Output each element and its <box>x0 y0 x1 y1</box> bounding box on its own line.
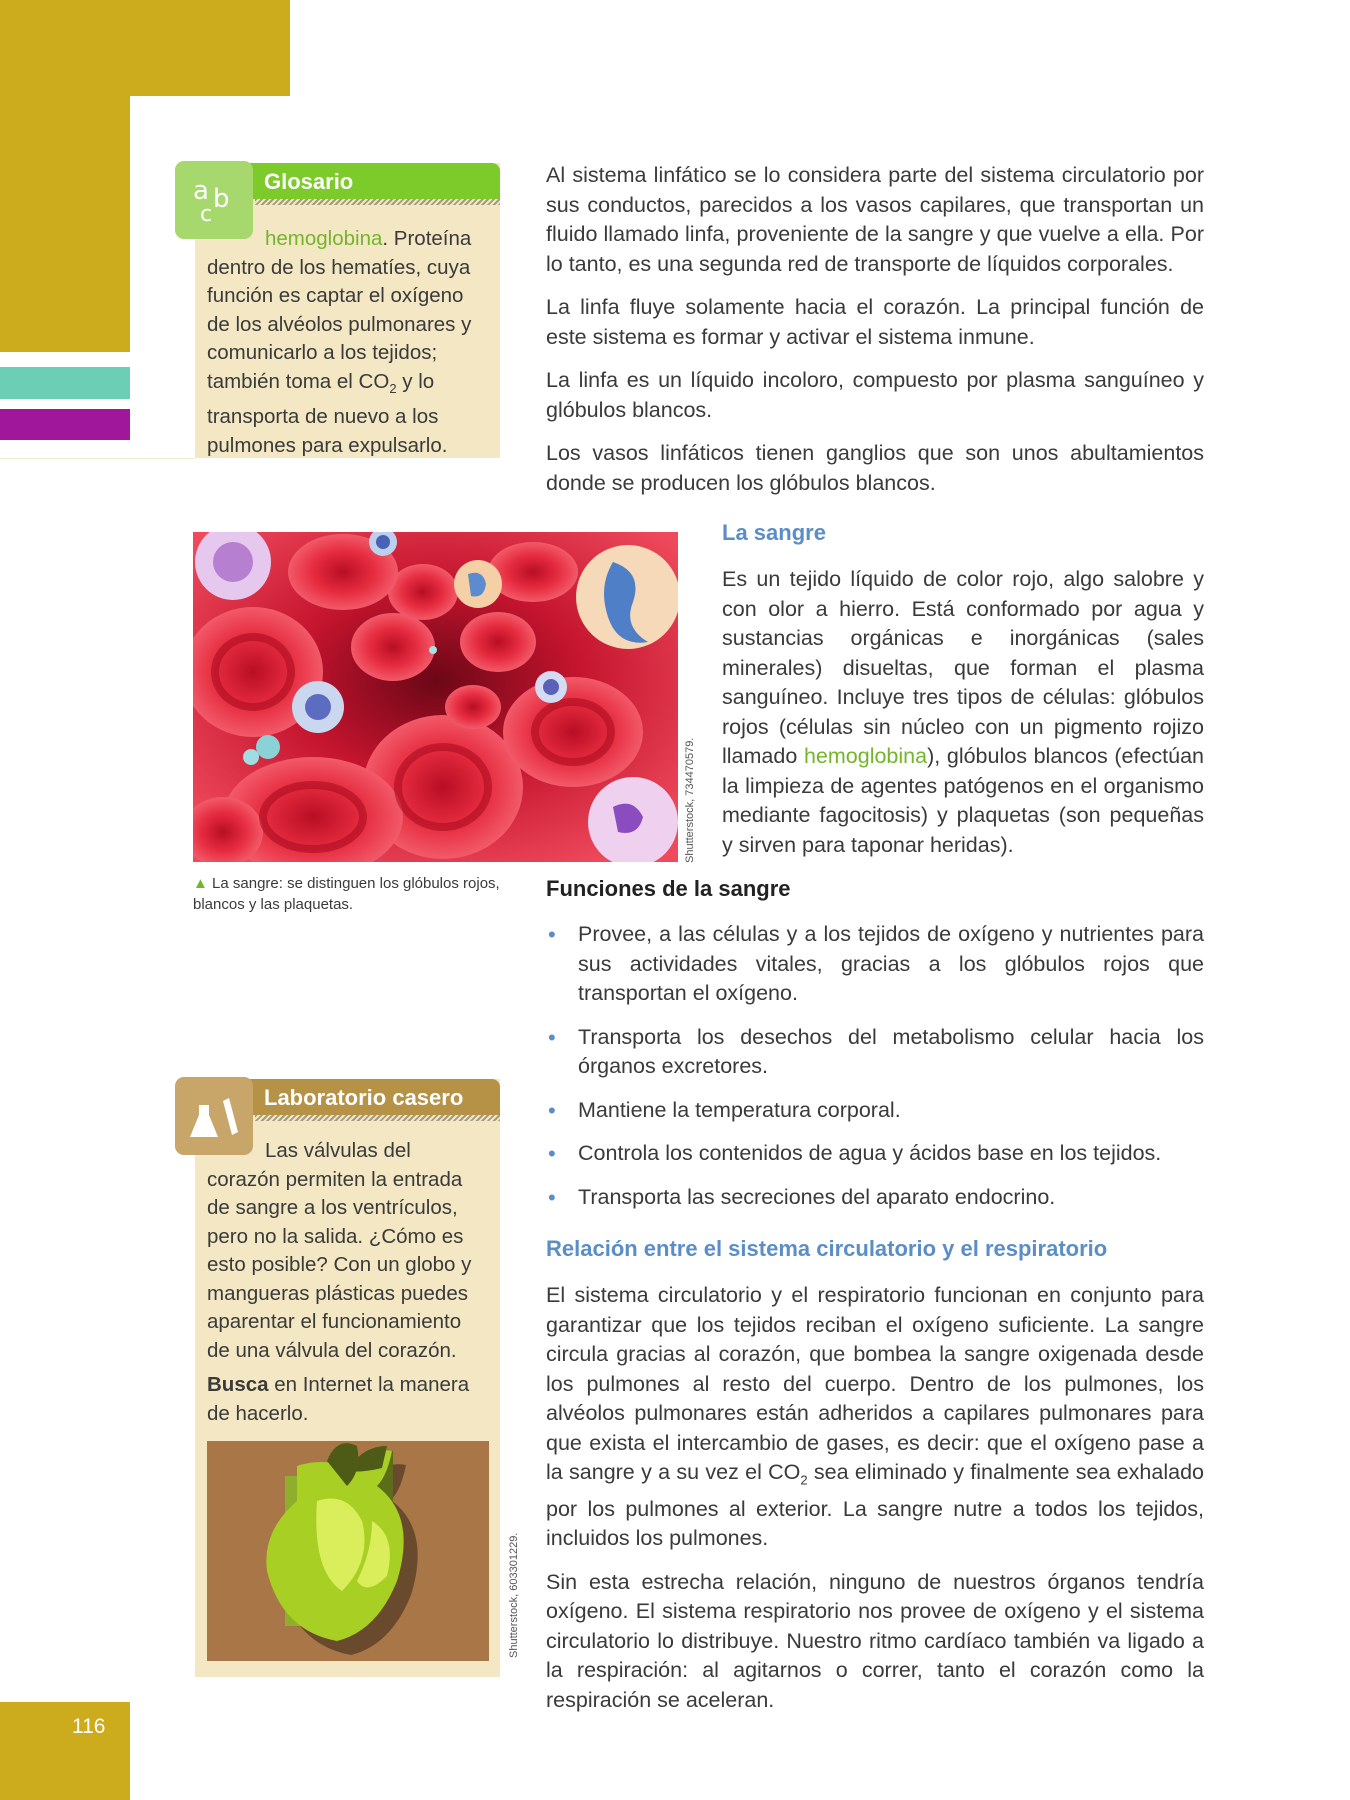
intro-paragraph-3: La linfa es un líquido incoloro, compuesto por plasma sanguíneo y glóbulos blancos. <box>546 368 1204 422</box>
svg-text:a: a <box>193 176 209 206</box>
decor-divider-line <box>0 458 195 459</box>
heart-image-credit: Shutterstock, 603301229. <box>508 1532 520 1658</box>
page-number: 116 <box>72 1715 106 1738</box>
glossary-def-b: y lo transporta de nuevo a los pulmones para expulsarlo. <box>207 369 448 457</box>
caption-text: La sangre: se distinguen los glóbulos rojos, blancos y las plaquetas. <box>193 875 500 913</box>
relacion-p1-a: El sistema circulatorio y el respiratorio funcionan en conjunto para garantizar que los tejidos reciban el oxígeno suficiente. La sangre circula gracias al corazón, que bombea la sangre oxigenada desde los pulmones al resto del cuerpo. Dentro de los pulmones, los alvéolos pulmonares están adheridos a capilares pulmonares para que exista el intercambio de gases, es decir: que el oxígeno pase a la sangre y a su vez el CO <box>546 1283 1204 1484</box>
funciones-list <box>546 920 1204 1212</box>
relacion-paragraph-1 <box>546 1281 1204 1554</box>
lab-p2-rest: en Internet la manera de hacerlo. <box>207 1373 470 1425</box>
sangre-paragraph <box>722 565 1204 860</box>
intro-paragraph-1: Al sistema linfático se lo considera parte del sistema circulatorio por sus conductos, parecidos a los vasos capilares, que transportan un fluido llamado linfa, proveniente de la sangre y que vuelve a ella. Por lo tanto, es una segunda red de transporte de líquidos corporales. <box>546 163 1204 276</box>
glossary-box <box>195 163 500 458</box>
funcion-item: • Transporta los desechos del metabolismo celular hacia los órganos excretores. <box>546 1023 1204 1082</box>
svg-text:c: c <box>200 202 213 227</box>
relacion-paragraph-2: Sin esta estrecha relación, ninguno de nuestros órganos tendría oxígeno. El sistema respiratorio nos provee de oxígeno y el sistema circulatorio lo distribuye. Nuestro ritmo cardíaco también va ligado a la respiración: al agitarnos o correr, tanto el corazón como la respiración se aceleran. <box>546 1569 1204 1712</box>
relacion-text <box>546 1281 1204 1715</box>
caption-triangle-icon: ▲ <box>193 875 208 892</box>
decor-gold-block-bottom <box>0 1702 130 1800</box>
lab-text <box>207 1137 486 1428</box>
heading-relacion: Relación entre el sistema circulatorio y el respiratorio <box>546 1236 1108 1261</box>
lab-paragraph-2 <box>207 1371 486 1428</box>
intro-paragraph-2: La linfa fluye solamente hacia el corazón. La principal función de este sistema es formar y activar el sistema inmune. <box>546 295 1204 349</box>
funcion-item: • Mantiene la temperatura corporal. <box>546 1096 1204 1126</box>
glossary-title: Glosario <box>264 169 354 194</box>
lab-title: Laboratorio casero <box>264 1085 464 1110</box>
decor-gold-band-left <box>0 0 130 352</box>
glossary-term: hemoglobina <box>265 227 383 250</box>
sangre-text-b: ), glóbulos blancos (efectúan la limpieza de agentes patógenos en el organismo mediante fagocitosis) y plaquetas (son pequeñas y sirven para taponar heridas). <box>722 744 1204 857</box>
decor-magenta-stripe <box>0 409 130 440</box>
funcion-item: • Provee, a las células y a los tejidos de oxígeno y nutrientes para sus actividades vitales, gracias a los glóbulos rojos que transportan el oxígeno. <box>546 920 1204 1009</box>
svg-text:b: b <box>213 184 230 214</box>
funciones-list-block <box>546 920 1204 1226</box>
lab-stripe <box>255 1115 500 1121</box>
glossary-header <box>250 163 500 199</box>
funcion-item: • Transporta las secreciones del aparato endocrino. <box>546 1183 1204 1213</box>
glossary-definition <box>207 225 486 460</box>
sangre-term-hemoglobina: hemoglobina <box>803 744 928 768</box>
blood-image-caption <box>193 873 513 915</box>
funcion-item: • Controla los contenidos de agua y ácidos base en los tejidos. <box>546 1139 1204 1169</box>
lab-header <box>250 1079 500 1115</box>
sangre-text-a: Es un tejido líquido de color rojo, algo salobre y con olor a hierro. Está conformado por agua y sustancias orgánicas e inorgánicas (sales minerales) disueltas, que forman el plasma sanguíneo. Incluye tres tipos de células: glóbulos rojos (células sin núcleo con un pigmento rojizo llamado <box>722 567 1204 768</box>
lab-paragraph-1: Las válvulas del corazón permiten la entrada de sangre a los ventrículos, pero no la salida. ¿Cómo es esto posible? Con un globo y mangueras plásticas puedes aparentar el funcionamiento de una válvula del corazón. <box>207 1139 472 1362</box>
blood-cells-illustration <box>193 532 678 862</box>
intro-paragraph-4: Los vasos linfáticos tienen ganglios que son unos abultamientos donde se producen los glóbulos blancos. <box>546 441 1204 495</box>
heading-la-sangre: La sangre <box>722 520 826 545</box>
relacion-p1-sub: 2 <box>800 1472 808 1488</box>
relacion-p1-b: sea eliminado y finalmente sea exhalado por los pulmones al exterior. La sangre nutre a todos los tejidos, incluidos los pulmones. <box>546 1460 1204 1551</box>
decor-teal-stripe <box>0 367 130 399</box>
glossary-stripe <box>255 199 500 205</box>
blood-image-credit: Shutterstock, 734470579. <box>684 737 696 863</box>
heading-funciones: Funciones de la sangre <box>546 876 791 901</box>
glossary-def-sub: 2 <box>389 380 397 396</box>
lymph-intro-text <box>546 161 1204 498</box>
glossary-def-a: . Proteína dentro de los hematíes, cuya función es captar el oxígeno de los alvéolos pulmonares y comunicarlo a los tejidos; también toma el CO <box>207 227 472 393</box>
lab-box <box>195 1079 500 1677</box>
lab-busca: Busca <box>207 1373 269 1396</box>
heart-illustration <box>207 1441 489 1661</box>
